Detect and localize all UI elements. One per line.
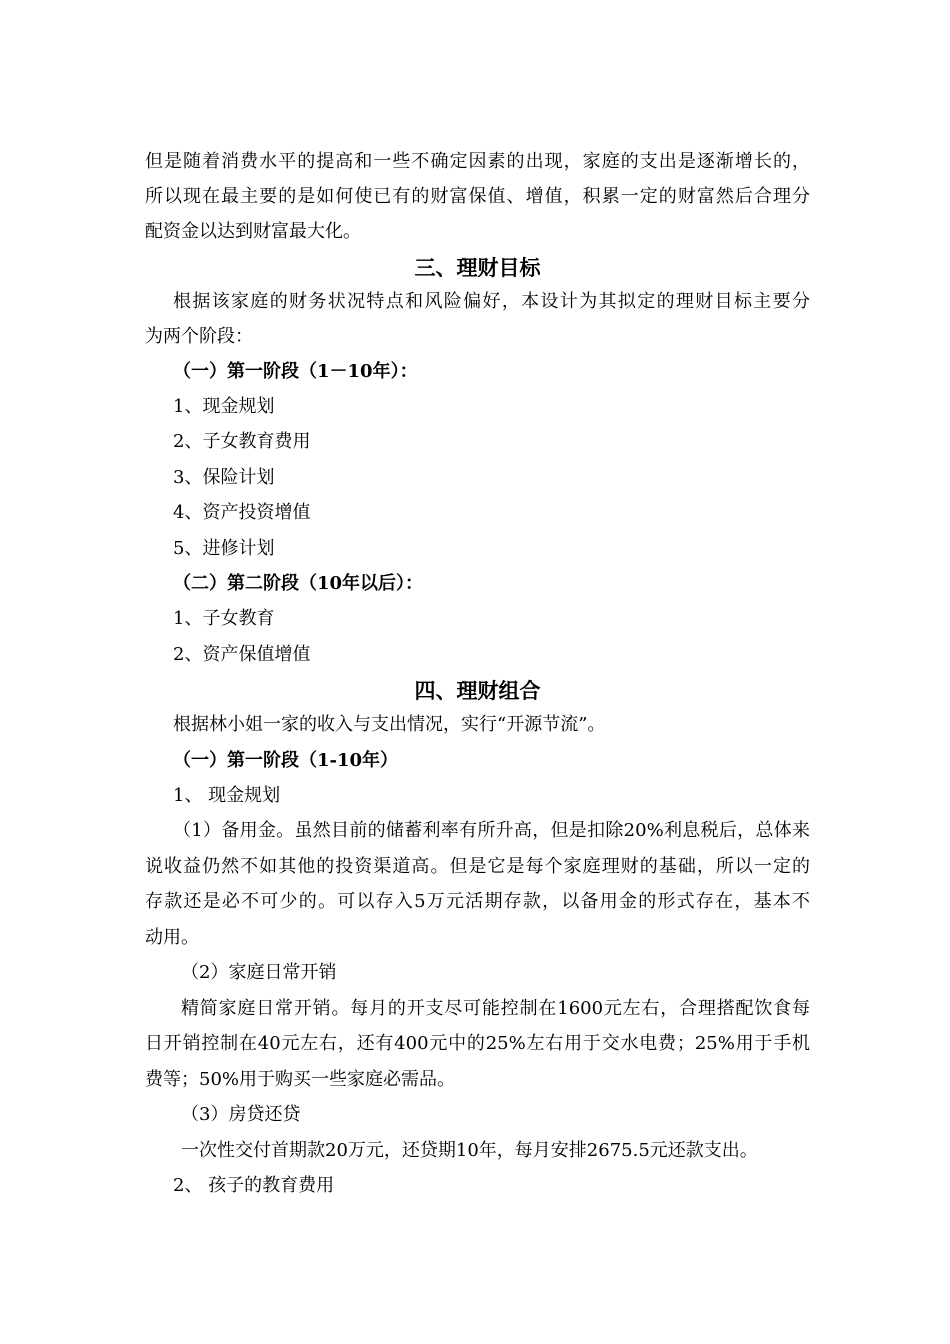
- paragraph-line: 一次性交付首期款20万元，还贷期10年，每月安排2675.5元还款支出。: [181, 1140, 758, 1161]
- paragraph-line: 说收益仍然不如其他的投资渠道高。但是它是每个家庭理财的基础，所以一定的: [145, 856, 810, 877]
- list-item: 2、 孩子的教育费用: [173, 1175, 335, 1196]
- paragraph-line: 所以现在最主要的是如何使已有的财富保值、增值，积累一定的财富然后合理分: [145, 186, 810, 207]
- paragraph-line: 动用。: [145, 927, 199, 948]
- list-item: 3、保险计划: [173, 467, 275, 488]
- paragraph-line: 精简家庭日常开销。每月的开支尽可能控制在1600元左右，合理搭配饮食每: [181, 998, 810, 1019]
- paragraph-line: 配资金以达到财富最大化。: [145, 221, 361, 242]
- list-item: 1、子女教育: [173, 608, 275, 629]
- section-heading-portfolio: 四、理财组合: [414, 678, 541, 703]
- sub-heading: （2）家庭日常开销: [181, 962, 337, 983]
- stage-heading: （一）第一阶段（1－10年）：: [173, 361, 418, 382]
- paragraph-line: 根据该家庭的财务状况特点和风险偏好，本设计为其拟定的理财目标主要分: [173, 291, 810, 312]
- sub-heading: （3）房贷还贷: [181, 1104, 301, 1125]
- list-item: 1、现金规划: [173, 396, 275, 417]
- list-item: 1、 现金规划: [173, 785, 281, 806]
- stage-heading: （二）第二阶段（10年以后）：: [173, 573, 424, 594]
- list-item: 2、子女教育费用: [173, 431, 311, 452]
- paragraph-line: 存款还是必不可少的。可以存入5万元活期存款，以备用金的形式存在，基本不: [145, 891, 810, 912]
- paragraph-line: （1）备用金。虽然目前的储蓄利率有所升高，但是扣除20%利息税后，总体来: [173, 820, 810, 841]
- paragraph-line: 费等；50%用于购买一些家庭必需品。: [145, 1069, 456, 1090]
- paragraph-line: 日开销控制在40元左右，还有400元中的25%左右用于交水电费；25%用于手机: [145, 1033, 810, 1054]
- paragraph-line: 但是随着消费水平的提高和一些不确定因素的出现，家庭的支出是逐渐增长的，: [145, 151, 810, 172]
- list-item: 5、进修计划: [173, 538, 275, 559]
- stage-heading: （一）第一阶段（1-10年）: [173, 750, 399, 771]
- paragraph-line: 为两个阶段：: [145, 326, 253, 347]
- section-heading-goals: 三、理财目标: [414, 255, 541, 280]
- list-item: 4、资产投资增值: [173, 502, 311, 523]
- paragraph-line: 根据林小姐一家的收入与支出情况，实行“开源节流”。: [173, 714, 606, 735]
- list-item: 2、资产保值增值: [173, 644, 311, 665]
